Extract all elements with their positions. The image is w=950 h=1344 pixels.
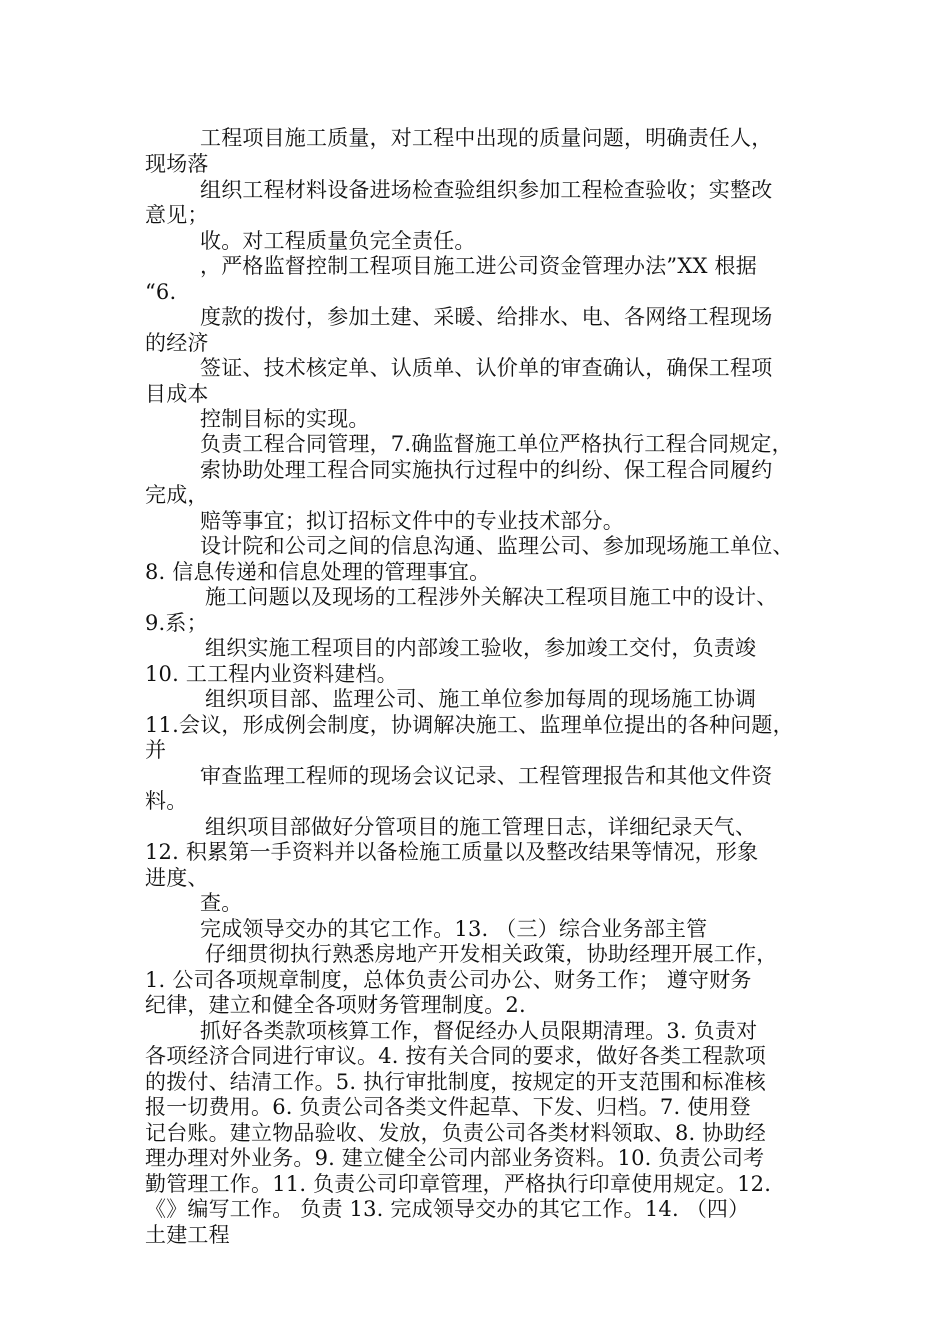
- text-line: ，严格监督控制工程项目施工进公司资金管理办法”XX 根据: [200, 254, 757, 278]
- text-line: 10. 工工程内业资料建档。: [145, 662, 398, 686]
- text-line: 记台账。建立物品验收、发放，负责公司各类材料领取、8. 协助经: [145, 1121, 766, 1145]
- text-line: 《》编写工作。 负责 13. 完成领导交办的其它工作。14. （四）: [145, 1197, 750, 1221]
- text-line: 组织项目部做好分管项目的施工管理日志，详细纪录天气、: [205, 815, 757, 839]
- text-line: 1. 公司各项规章制度，总体负责公司办公、财务工作； 遵守财务: [145, 968, 752, 992]
- text-line: 的经济: [145, 331, 209, 355]
- text-line: 11.会议，形成例会制度，协调解决施工、监理单位提出的各种问题，: [145, 713, 794, 737]
- text-line: “6.: [145, 280, 177, 304]
- text-line: 控制目标的实现。: [200, 407, 370, 431]
- text-line: 理办理对外业务。9. 建立健全公司内部业务资料。10. 负责公司考: [145, 1146, 765, 1170]
- text-line: 12. 积累第一手资料并以备检施工质量以及整改结果等情况，形象: [145, 840, 759, 864]
- text-line: 度款的拨付，参加土建、采暖、给排水、电、各网络工程现场: [200, 305, 773, 329]
- text-line: 查。: [200, 891, 243, 915]
- text-line: 仔细贯彻执行熟悉房地产开发相关政策，协助经理开展工作，: [205, 942, 778, 966]
- text-line: 土建工程: [145, 1223, 230, 1247]
- text-line: 工程项目施工质量，对工程中出现的质量问题，明确责任人，: [200, 126, 773, 150]
- text-line: 负责工程合同管理，7.确监督施工单位严格执行工程合同规定，: [200, 432, 793, 456]
- text-line: 施工问题以及现场的工程涉外关解决工程项目施工中的设计、: [205, 585, 778, 609]
- text-line: 现场落: [145, 152, 209, 176]
- text-line: 索协助处理工程合同实施执行过程中的纠纷、保工程合同履约: [200, 458, 773, 482]
- text-line: 报一切费用。6. 负责公司各类文件起草、下发、归档。7. 使用登: [145, 1095, 751, 1119]
- text-line: 赔等事宜；拟订招标文件中的专业技术部分。: [200, 509, 624, 533]
- text-line: 组织实施工程项目的内部竣工验收，参加竣工交付，负责竣: [205, 636, 757, 660]
- text-line: 完成领导交办的其它工作。13. （三）综合业务部主管: [200, 917, 708, 941]
- text-line: 意见；: [145, 203, 209, 227]
- text-line: 并: [145, 738, 167, 762]
- text-line: 完成，: [145, 483, 209, 507]
- text-line: 组织项目部、监理公司、施工单位参加每周的现场施工协调: [205, 687, 757, 711]
- text-line: 进度、: [145, 866, 209, 890]
- text-line: 料。: [145, 789, 188, 813]
- text-line: 各项经济合同进行审议。4. 按有关合同的要求，做好各类工程款项: [145, 1044, 766, 1068]
- text-line: 目成本: [145, 382, 209, 406]
- text-line: 勤管理工作。11. 负责公司印章管理，严格执行印章使用规定。12.: [145, 1172, 772, 1196]
- text-line: 组织工程材料设备进场检查验组织参加工程检查验收；实整改: [200, 178, 773, 202]
- text-line: 审查监理工程师的现场会议记录、工程管理报告和其他文件资: [200, 764, 773, 788]
- text-line: 收。对工程质量负完全责任。: [200, 229, 476, 253]
- text-line: 9.系；: [145, 611, 208, 635]
- text-line: 纪律，建立和健全各项财务管理制度。2.: [145, 993, 526, 1017]
- text-line: 抓好各类款项核算工作，督促经办人员限期清理。3. 负责对: [200, 1019, 758, 1043]
- text-line: 设计院和公司之间的信息沟通、监理公司、参加现场施工单位、: [200, 534, 794, 558]
- text-line: 8. 信息传递和信息处理的管理事宜。: [145, 560, 491, 584]
- text-line: 签证、技术核定单、认质单、认价单的审查确认，确保工程项: [200, 356, 773, 380]
- text-line: 的拨付、结清工作。5. 执行审批制度，按规定的开支范围和标准核: [145, 1070, 766, 1094]
